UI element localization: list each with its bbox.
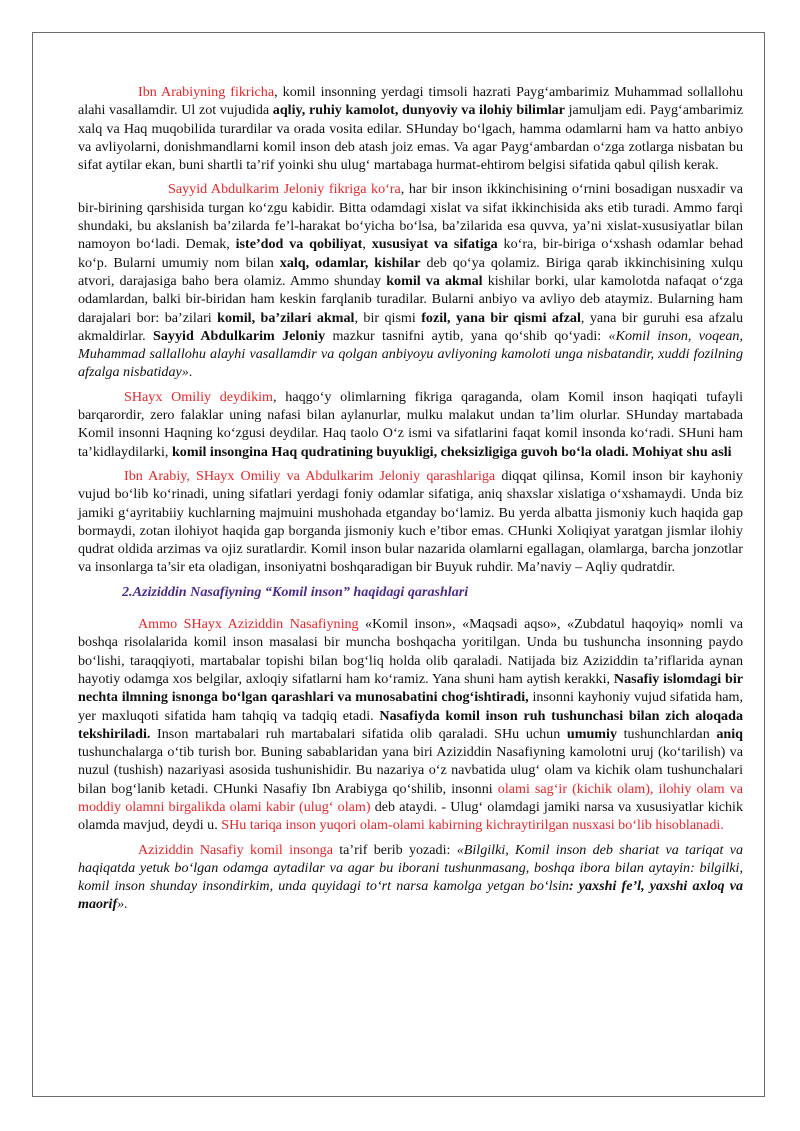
body-text: Inson martabalari ruh martabalari sifatida olib qaraladi. SHu uchun bbox=[150, 725, 567, 742]
body-text: tushunchlardan bbox=[617, 725, 717, 742]
body-text: , haqgo‘y olimlarning fikriga qaraganda, olam Komil inson haqiqati tufayli barqarordir, zero falaklar uning nafasi bilan aylanurlar, mulku malakut undan ta’lim olurlar. SHunday martabada Komil insonni Haqning ko‘zgusi deydilar. Haq taolo O‘z ismi va sifatlarini faqat komil insonda ko‘radi. SHuni ham ta’kidlaydilarki, bbox=[78, 388, 743, 460]
bold-text: xalq, odamlar, kishilar bbox=[279, 254, 421, 271]
body-text: , har bir inson ikkinchisining o‘rnini bosadigan nusxadir va bir-birining qarshisida turgan ko‘zgu kabidir. Bitta odamdagi xislat va sifat ikkinchisida aks etib turadi. Ammo farqi shundaki, bu akslanish ba’zilarda fe’l-harakat bo‘yicha bo‘lsa, ba’zilarida esa quvva, ya’ni xislat-xususiyatlar bilan namoyon bo‘ladi. Demak, bbox=[78, 181, 743, 253]
bold-text: komil va akmal bbox=[386, 272, 483, 289]
bold-text: fozil, yana bir qismi afzal bbox=[421, 309, 581, 326]
body-text: deb ataydi. - Ulug‘ olamdagi jamiki narsa va xususiyatlar kichik olamda mavjud, deydi u. bbox=[78, 798, 744, 834]
highlight-text: olami sag‘ir (kichik olam), ilohiy olam va moddiy olamni birgalikda olami kabir (ulug‘ olam) bbox=[78, 780, 744, 815]
paragraph-ibn-arabi bbox=[78, 83, 743, 174]
highlight-text: SHu tariqa inson yuqori olam-olami kabirning kichraytirilgan nusxasi bo‘lib hisoblanadi. bbox=[221, 817, 724, 834]
bold-text: umumiy bbox=[566, 725, 618, 742]
bold-text: Sayyid Abdulkarim Jeloniy bbox=[153, 327, 326, 344]
body-text: kishilar borki, ular kamolotda nafaqat o‘zga odamlardan, balki bir-biridan ham keskin farqlanib turadilar. Bularni anbiyo va avliyo deb ataymiz. Bularning ham darajalari bor: ba’zilari bbox=[78, 272, 744, 326]
body-text: , yana bir guruhi esa afzalu akmaldirlar. bbox=[78, 309, 743, 344]
bold-quote-text: : yaxshi fe’l, yaxshi axloq va maorif bbox=[78, 878, 743, 913]
paragraph-jeloniy bbox=[78, 180, 743, 381]
bold-text: aqliy, ruhiy kamolot, dunyoviy va ilohiy bilimlar bbox=[272, 102, 565, 119]
highlight-text: Ibn Arabiyning fikricha bbox=[138, 84, 275, 100]
paragraph-comparison bbox=[78, 467, 743, 577]
highlight-text: Ammo SHayx Aziziddin Nasafiyning bbox=[138, 616, 359, 633]
bold-text: Nasafiy islomdagi bir nechta ilmning isnonga bo‘lgan qarashlari va munosabatini chog‘ishtiradi, bbox=[78, 670, 744, 706]
body-text: , komil insonning yerdagi timsoli hazrati Payg‘ambarimiz Muhammad sollallohu alahi vasallamdir. Ul zot vujudida bbox=[78, 84, 744, 119]
document-body bbox=[78, 83, 743, 920]
highlight-text: Sayyid Abdulkarim Jeloniy fikriga ko‘ra bbox=[168, 181, 401, 198]
highlight-text: Aziziddin Nasafiy komil insonga bbox=[138, 841, 333, 858]
bold-text: komil insongina Haq qudratining buyukligi, cheksizligiga guvoh bo‘la oladi. Mohiyat shu asli bbox=[171, 443, 732, 460]
body-text: «Komil inson», «Maqsadi aqso», «Zubdatul haqoyiq» nomli va boshqa risolalarida komil inson masalasi bir muncha boshqacha yoritilgan. Unda bu tushuncha insonning paydo bo‘lishi, taraqqiyoti, martabalar topishi bilan bog‘liq holda olib qaraladi. Natijada biz Aziziddin ta’riflarida aynan hayotiy odamga xos belgilar, axloqiy sifatlarni ham ko‘ramiz. Yana shuni ham aytish kerakki, bbox=[78, 616, 743, 687]
body-text: mazkur tasnifni aytib, yana qo‘shib qo‘yadi: bbox=[325, 327, 609, 344]
body-text: diqqat qilinsa, Komil inson bir kayhoniy vujud bo‘lib ko‘rinadi, uning sifatlari yerdagi foniy odamlar sifatiga, aniq shaxslar xislatiga o‘xshamaydi. Unda biz jamiki g‘ayritabiiy kuchlarning majmuini mushohada etganday bo‘lamiz. Bu yerda albatta jismoniy kuch haqida gap bormaydi, zotan ilohiyot haqida gap borganda jismoniy kuch e’tibor emas. CHunki Xoliqiyat yaratgan jismlar ilohiy qudrat oldida arzimas va ojiz suratlardir. Komil inson bular nazarida olamlarni egallagan, olamlarga, barcha jonzotlar va insonlarga ta’sir eta oladigan, insoniyatni boshqaradigan bir Buyuk ruhdir. Ma’naviy – Aqliy qudratdir. bbox=[78, 467, 743, 576]
body-text: ko‘ra, bir-biriga o‘xshash odamlar behad ko‘p. Bularni umumiy nom bilan bbox=[78, 236, 743, 271]
body-text: . bbox=[188, 364, 193, 381]
paragraph-nasafiy bbox=[78, 615, 743, 835]
body-text: , bbox=[362, 236, 372, 253]
bold-text: Nasafiyda komil inson ruh tushunchasi bilan zich aloqada tekshiriladi. bbox=[78, 707, 743, 742]
body-text: deb qo‘ya qolamiz. Biriga qarab ikkinchisining xulqu atvori, darajasiga baho bera olamiz. Ammo shunday bbox=[78, 254, 744, 289]
highlight-text: SHayx Omiliy deydikim bbox=[124, 388, 274, 405]
body-text: ta’rif berib yozadi: bbox=[332, 841, 457, 858]
body-text: tushunchalarga o‘tib turish bor. Buning sabablaridan yana biri Aziziddin Nasafiyning kamolotni uruj (ko‘tarilish) va nuzul (tushish) nazariyasi asosida tushunishidir. Bu nazariya o‘z navbatida ulug‘ olam va kichik olam tushunchalari bilan bog‘lanib ketadi. CHunki Nasafiy Ibn Arabiyga qo‘shilib, insonni bbox=[78, 744, 743, 797]
bold-text: komil, ba’zilari akmal bbox=[217, 309, 355, 326]
paragraph-omiliy bbox=[78, 388, 743, 461]
quote-text: «Komil inson, voqean, Muhammad sallallohu alayhi vasallamdir va qolgan anbiyoyu avliyoning kamoloti unga nisbatandir, xuddi fozilning afzalga nisbatiday» bbox=[78, 327, 743, 381]
bold-text: aniq bbox=[716, 725, 743, 742]
body-text: jamuljam edi. Payg‘ambarimiz xalq va Haq muqobilida turardilar va orada vosita edilar. SHunday bo‘lgach, hamma odamlarni ham va hatto anbiyo va avliyolarni, donishmandlarni komil inson deb atash joiz emas. Va agar Payg‘ambardan o‘zga zotlarga nisbatan bu sifat aytilar ekan, buni shartli ta’rif yoinki shu ulug‘ martabaga hurmat-ehtirom belgisi sifatida qabul qilish kerak. bbox=[78, 102, 743, 174]
highlight-text: Ibn Arabiy, SHayx Omiliy va Abdulkarim Jeloniy qarashlariga bbox=[124, 467, 496, 484]
document-page bbox=[32, 32, 765, 1097]
quote-text: «Bilgilki, Komil inson deb shariat va tariqat va haqiqatda yetuk bo‘lgan odamga aytadilar va agar bu iborani tushunmasang, boshqa ibora bilan aytayin: bilgilki, komil inson shunday insondirkim, unda quyidagi to‘rt narsa kamolga yetgan bo‘lsin bbox=[78, 841, 743, 895]
bold-text: iste’dod va qobiliyat bbox=[235, 236, 363, 253]
quote-text: ». bbox=[117, 896, 128, 913]
body-text: , bir qismi bbox=[354, 309, 422, 326]
body-text: insonni kayhoniy vujud sifatida ham, yer maxluqoti sifatida ham tahqiq va tadqiq etadi. bbox=[78, 689, 743, 724]
section-heading: 2.Aziziddin Nasafiyning “Komil inson” haqidagi qarashlari bbox=[122, 583, 469, 600]
paragraph-nasafiy-definition bbox=[78, 841, 743, 914]
bold-text: xususiyat va sifatiga bbox=[371, 236, 498, 253]
